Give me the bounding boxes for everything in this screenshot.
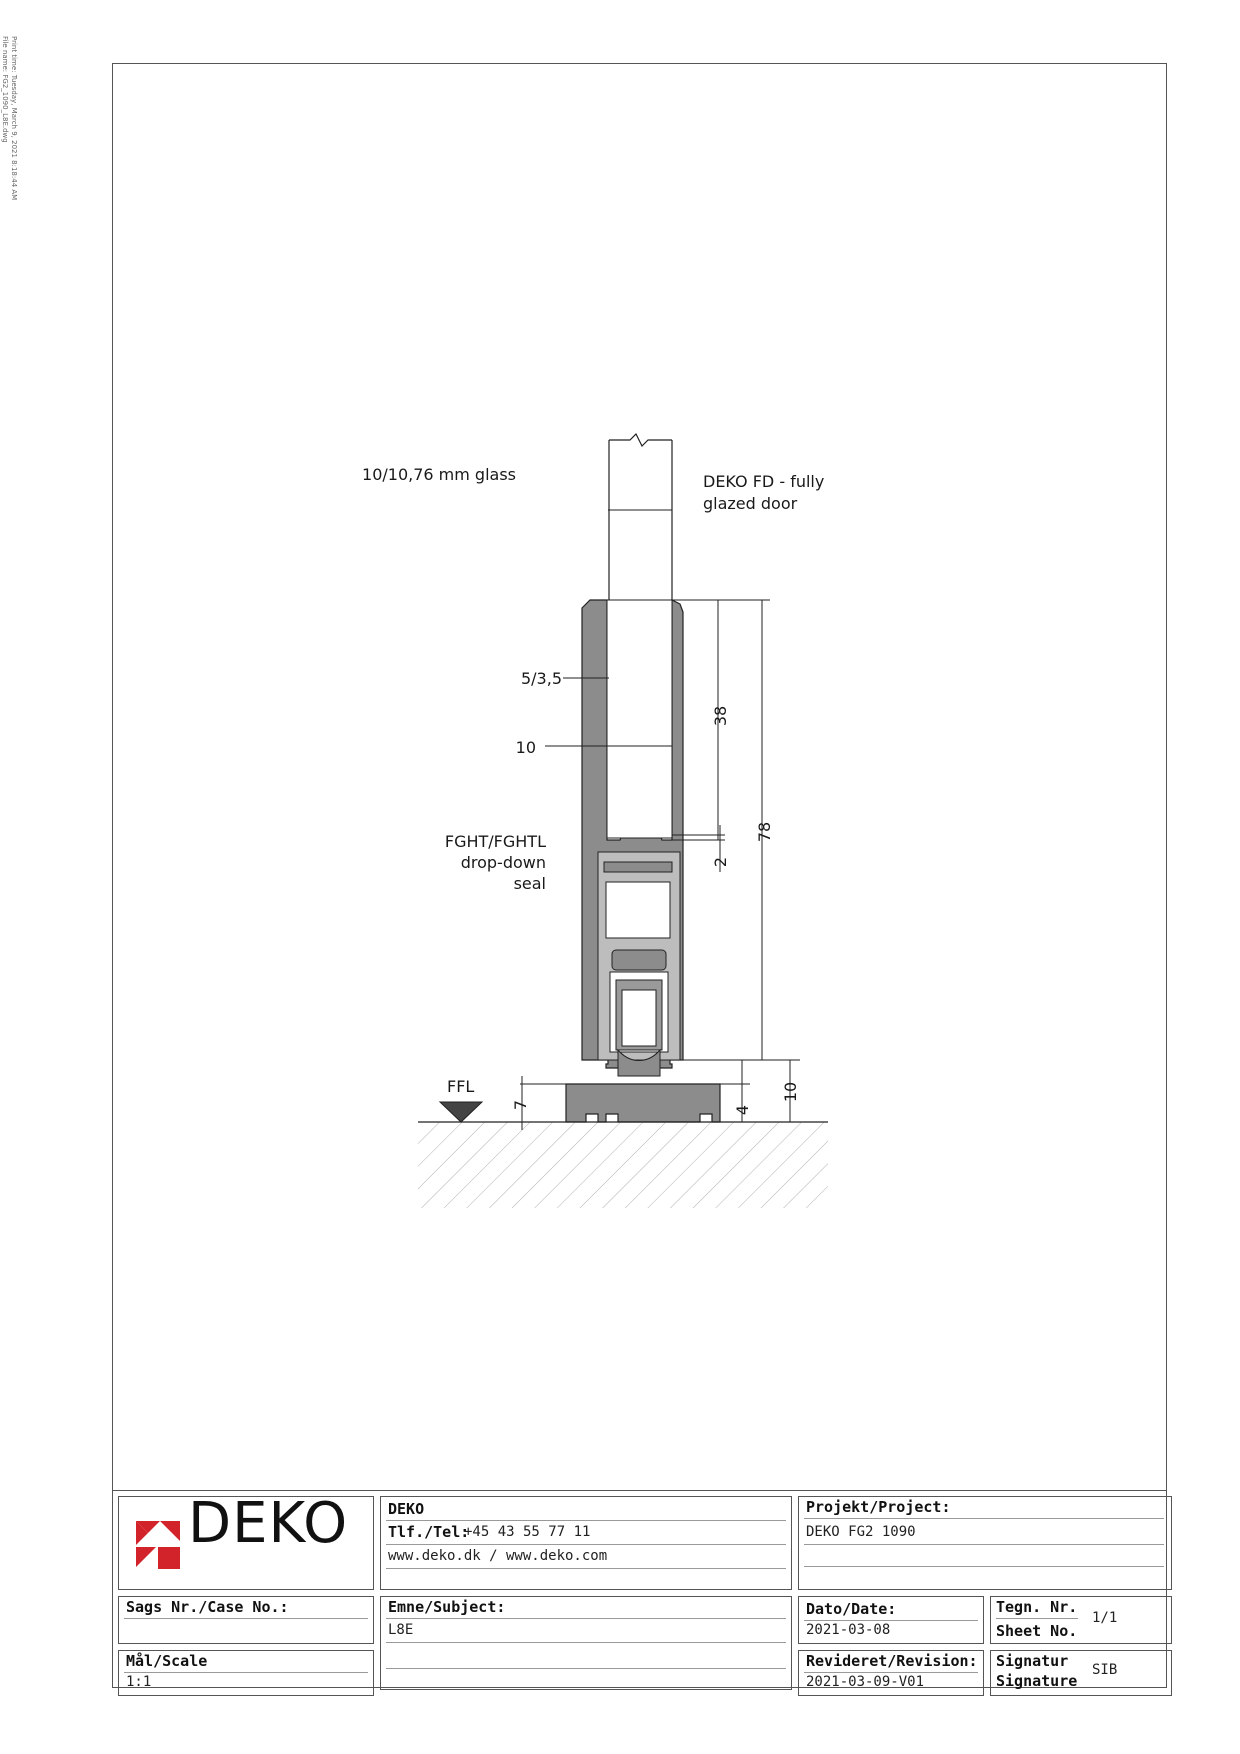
subject-value: L8E: [388, 1622, 414, 1638]
company-name: DEKO: [388, 1500, 425, 1518]
ffl-label: FFL: [447, 1077, 475, 1096]
seal-label-line1: FGHT/FGHTL: [444, 832, 546, 851]
case-label: Sags Nr./Case No.:: [126, 1598, 289, 1616]
print-time: Print time: Tuesday, March 9, 2021 8:18:44 AM: [10, 36, 18, 201]
scale-label: Mål/Scale: [126, 1652, 208, 1670]
door-label-line1: DEKO FD - fully: [703, 472, 825, 491]
tel-label: Tlf./Tel:: [388, 1523, 470, 1541]
dim-2: 2: [711, 856, 730, 868]
date-label: Dato/Date:: [806, 1600, 897, 1618]
sheet-label-2: Sheet No.: [996, 1622, 1078, 1640]
glass-label: 10/10,76 mm glass: [362, 465, 516, 484]
dim-4: 4: [733, 1104, 752, 1116]
dim-10: 10: [781, 1081, 800, 1103]
revision-value: 2021-03-09-V01: [806, 1674, 925, 1690]
revision-label: Revideret/Revision:: [806, 1652, 978, 1670]
door-label-line2: glazed door: [703, 494, 798, 513]
width-label: 10: [515, 738, 536, 757]
door-profile: [582, 600, 683, 1076]
signature-value: SIB: [1092, 1662, 1118, 1678]
signature-label-2: Signature: [996, 1672, 1078, 1690]
dim-7: 7: [511, 1099, 530, 1111]
project-label: Projekt/Project:: [806, 1498, 951, 1516]
sheet-label-1: Tegn. Nr.: [996, 1598, 1078, 1616]
tel-value: +45 43 55 77 11: [464, 1524, 591, 1540]
website: www.deko.dk / www.deko.com: [388, 1548, 608, 1564]
dim-38: 38: [711, 705, 730, 727]
sheet-value: 1/1: [1092, 1610, 1118, 1626]
file-name: File name: FG2_1090_L8E.dwg: [1, 36, 9, 143]
floor-threshold: [566, 1084, 720, 1122]
ffl-marker-icon: [440, 1102, 482, 1122]
scale-value: 1:1: [126, 1674, 152, 1690]
dim-78: 78: [755, 821, 774, 843]
deko-logo-text: DEKO: [188, 1491, 349, 1556]
gap-label: 5/3,5: [520, 669, 562, 688]
company-cell: [380, 1496, 792, 1590]
date-value: 2021-03-08: [806, 1622, 891, 1638]
subject-label: Emne/Subject:: [388, 1598, 506, 1616]
signature-label-1: Signatur: [996, 1652, 1069, 1670]
seal-label-line3: seal: [513, 874, 546, 893]
seal-label-line2: drop-down: [460, 853, 546, 872]
project-value: DEKO FG2 1090: [806, 1524, 916, 1540]
